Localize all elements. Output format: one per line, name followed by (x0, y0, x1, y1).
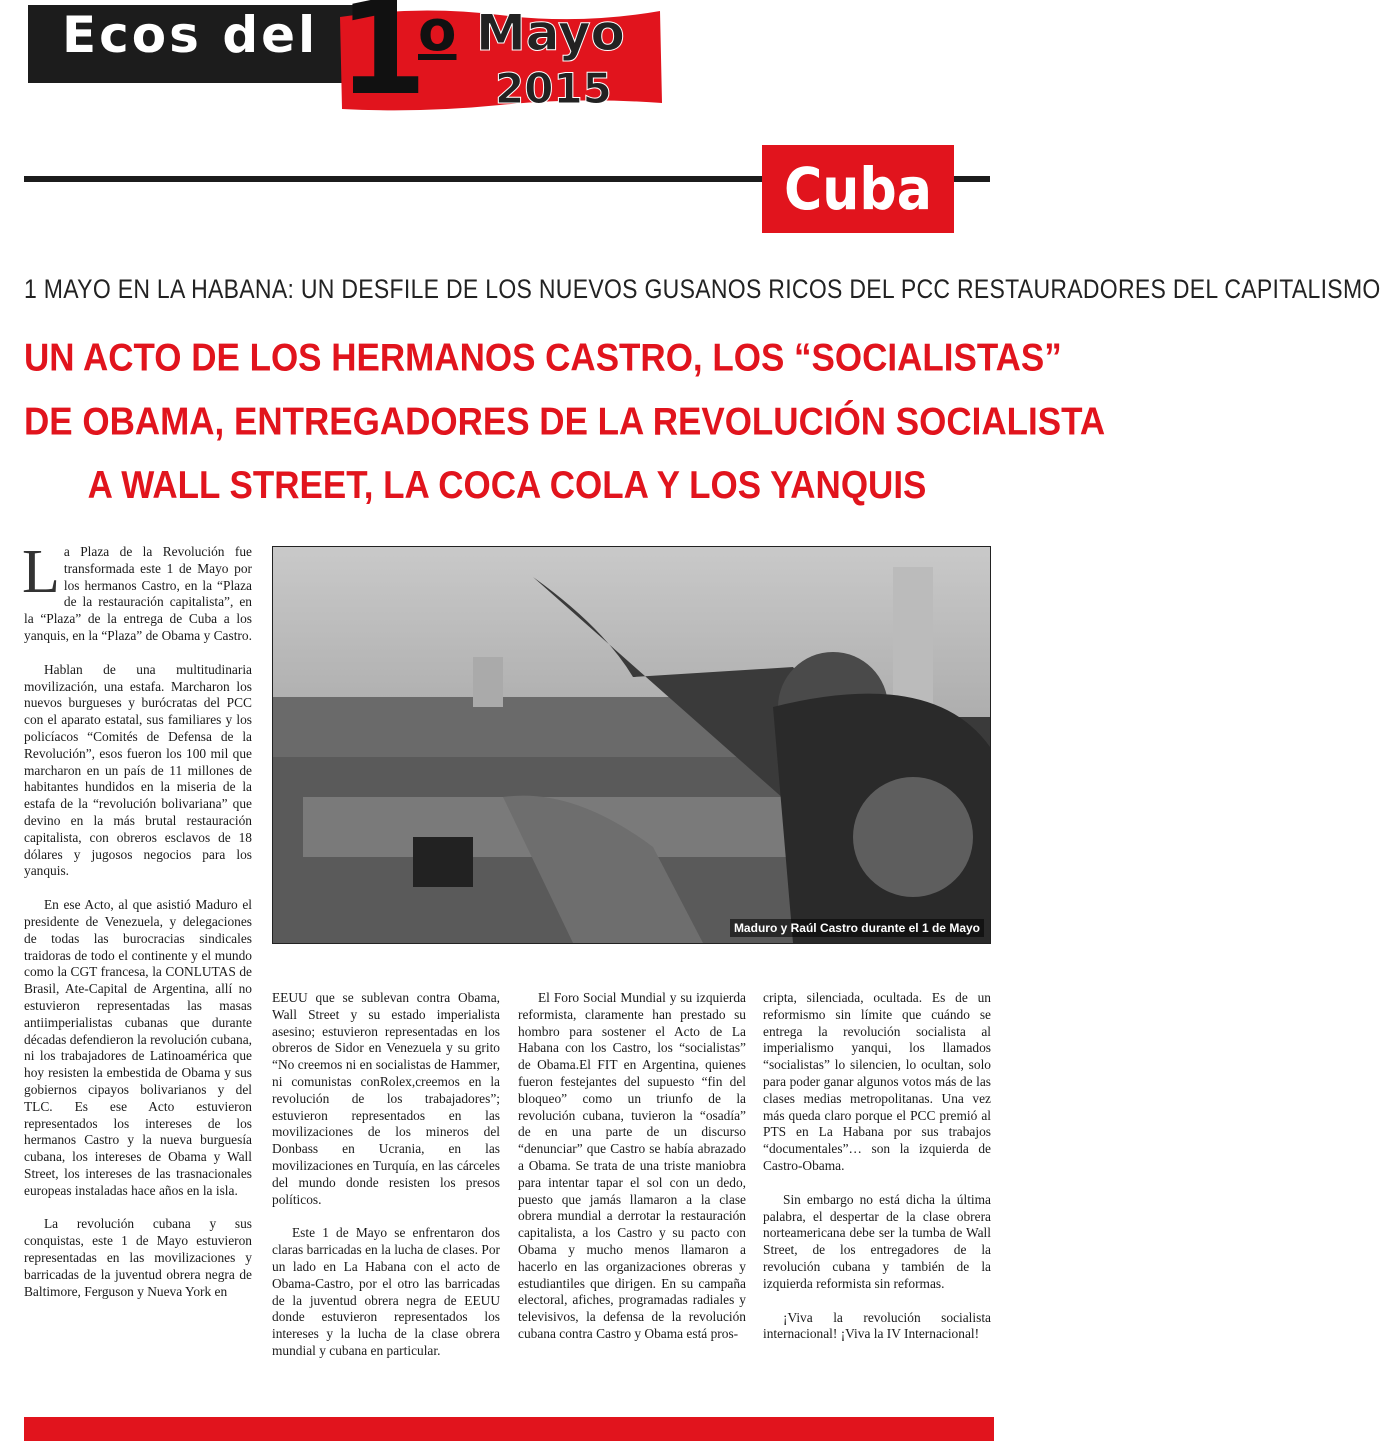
article-paragraph: EEUU que se sublevan contra Obama, Wall Street y su estado imperialista asesino; estuvieron representadas en los obreros de Sidor en Venezuela y su grito “No creemos ni en socialistas de Hammer, ni comunistas conRolex,creemos en la revolución de los trabajadores”; estuvieron representados en las movilizaciones de los mineros del Donbass en Ucrania, en las movilizaciones en Turquía, en las cárceles del mundo donde resisten los presos políticos. (272, 990, 500, 1207)
article-photo (272, 546, 991, 944)
headline (24, 326, 1106, 518)
footer-red-bar (24, 1417, 994, 1441)
article-paragraph: En ese Acto, al que asistió Maduro el presidente de Venezuela, y delegaciones de todas las burocracias sindicales traidoras de todo el continente y el mundo como la CGT francesa, la CONLUTAS de Brasil, Ate-Capital de Argentina, allí no estuvieron representadas las masas antiimperialistas cubanas que durante décadas defendieron la revolución cubana, ni los trabajadores de Latinoamérica que hoy resisten la embestida de Obama y sus gobiernos cipayos bolivarianos y del TLC. Es ese Acto estuvieron representados los intereses de los hermanos Castro y la nueva burguesía cubana, los intereses de Obama y Wall Street, los intereses de las trasnacionales europeas instaladas hace años en la isla. (24, 897, 252, 1198)
masthead-title: Ecos del (62, 6, 319, 64)
article-paragraph: Este 1 de Mayo se enfrentaron dos claras barricadas en la lucha de clases. Por un lado en La Habana con el acto de Obama-Castro, por el otro las barricadas de la juventud obrera negra de EEUU donde estuvieron representados los intereses y la lucha de la clase obrera mundial y cubana en particular. (272, 1225, 500, 1358)
kicker: 1 MAYO EN LA HABANA: UN DESFILE DE LOS NUEVOS GUSANOS RICOS DEL PCC RESTAURADORES DEL CAPITALISMO (24, 273, 1381, 304)
headline-line: DE OBAMA, ENTREGADORES DE LA REVOLUCIÓN SOCIALISTA (24, 399, 1106, 444)
article-paragraph: La revolución cubana y sus conquistas, este 1 de Mayo estuvieron representadas en las movilizaciones y barricadas de la juventud obrera negra de Baltimore, Ferguson y Nueva York en (24, 1216, 252, 1299)
drop-cap: L (22, 538, 60, 606)
masthead-year: 2015 (495, 64, 612, 113)
article-paragraph: cripta, silenciada, ocultada. Es de un reformismo sin límite que cuándo se entrega la revolución socialista al imperialismo yanqui, los llamados “socialistas” lo silencien, lo ocultan, solo para poder ganar algunos votos más de las clases medias metropolitanas. Una vez más queda claro porque el PCC premió al PTS en La Habana por sus trabajos “documentales”… son la izquierda de Castro-Obama. (763, 990, 991, 1173)
masthead-number: 1 (338, 0, 428, 124)
masthead-month: Mayo (476, 4, 625, 62)
headline-line: A WALL STREET, LA COCA COLA Y LOS YANQUIS (87, 463, 927, 508)
article-paragraph: Sin embargo no está dicha la última palabra, el despertar de la clase obrera norteamericana debe ser la tumba de Wall Street, de los entregadores de la revolución cubana y también de la izquierda reformista sin reformas. (763, 1191, 991, 1291)
article-column-2 (272, 990, 500, 1377)
article-column-3 (518, 990, 746, 1360)
masthead-ordinal: o (418, 0, 457, 64)
article-paragraph: El Foro Social Mundial y su izquierda reformista, claramente han prestado su hombro para sostener el Acto de La Habana con los Castro, los “socialistas” de Obama.El FIT en Argentina, quienes fueron festejantes del supuesto “fin del bloqueo” como un triunfo de la revolución cubana, tuvieron la “osadía” de en una parte de un discurso “denunciar” que Castro se había abrazado a Obama. Se trata de una triste maniobra para intentar tapar el sol con un dedo, puesto que jamás llamaron a la clase obrera mundial a derrotar la restauración capitalista, a los Castro y su pacto con Obama y mucho menos llamaron a hacerlo en las organizaciones obreras y estudiantiles que dirigen. En su campaña electoral, afiches, programadas radiales y televisivos, la defensa de la revolución cubana contra Castro y Obama está pros- (518, 990, 746, 1341)
photo-illustration (273, 547, 990, 943)
article-paragraph: La Plaza de la Revolución fue transformada este 1 de Mayo por los hermanos Castro, en la “Plaza de la restauración capitalista”, en la “Plaza” de la entrega de Cuba a los yanquis, en la “Plaza” de Obama y Castro. (22, 538, 252, 643)
section-label: Cuba (762, 145, 954, 233)
headline-line: UN ACTO DE LOS HERMANOS CASTRO, LOS “SOCIALISTAS” (24, 335, 1062, 380)
article-paragraph: ¡Viva la revolución socialista internacional! ¡Viva la IV Internacional! (763, 1309, 991, 1342)
article-column-1 (22, 538, 252, 1317)
photo-caption: Maduro y Raúl Castro durante el 1 de Mayo (730, 919, 984, 937)
article-paragraph: Hablan de una multitudinaria movilización, una estafa. Marcharon los nuevos burgueses y burócratas del PCC con el aparato estatal, sus familiares y los policíacos “Comités de Defensa de la Revolución”, esos fueron los 100 mil que marcharon en un país de 11 millones de habitantes hundidos en la miseria de la estafa de la “revolución bolivariana” que devino en la más brutal restauración capitalista, con obreros esclavos de 18 dólares y jugosos negocios para los yanquis. (24, 661, 252, 879)
article-column-4 (763, 990, 991, 1360)
